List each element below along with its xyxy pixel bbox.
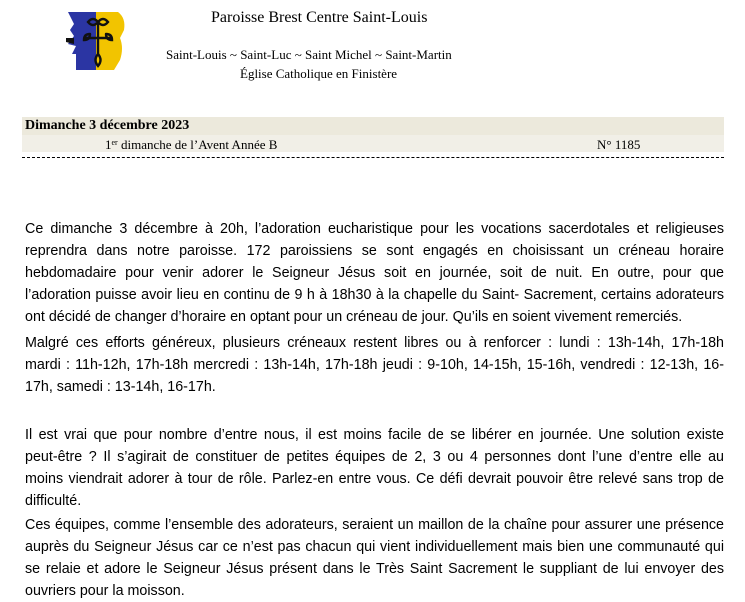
- text-line: Malgré ces efforts généreux, plusieurs créneaux restent libres ou à renforcer : lundi : 13h-14h, 17h-18h: [25, 335, 724, 351]
- text-line: reprendra dans notre paroisse. 172 paroissiens se sont engagés en choisissant un créneau horaire: [25, 243, 724, 259]
- paragraph-free-slots: [25, 332, 724, 398]
- text-line: hebdomadaire pour venir adorer le Seigneur Jésus soit en journée, soit de nuit. En outre, pour que: [25, 265, 724, 281]
- text-line: moins viendrait adorer à tour de rôle. Parlez-en entre vous. Ce défi devrait pouvoir être relevé sans trop de: [25, 471, 724, 487]
- text-line: 17h, samedi : 13-14h, 16-17h.: [25, 379, 216, 395]
- bulletin-date: Dimanche 3 décembre 2023: [25, 118, 190, 133]
- text-line: Il est vrai que pour nombre d’entre nous, il est moins facile de se libérer en journée. Une solution existe: [25, 427, 724, 443]
- sunday-ordinal: 1: [105, 137, 112, 152]
- text-line: Ces équipes, comme l’ensemble des adorateurs, seraient un maillon de la chaîne pour assurer une présence: [25, 517, 724, 533]
- text-line: auprès du Seigneur Jésus car ce n’est pas chacun qui vient individuellement mais bien une communauté qui: [25, 539, 724, 555]
- text-line: peut-être ? Il s’agirait de constituer de petites équipes de 2, 3 ou 4 personnes dont l’une d’entre elle au: [25, 449, 724, 465]
- text-line: se relaie et adore le Seigneur Jésus présent dans le Très Saint Sacrement le suppliant de lui envoyer des: [25, 561, 724, 577]
- text-line: difficulté.: [25, 493, 82, 509]
- issue-number: N° 1185: [597, 137, 641, 152]
- parish-logo-icon: [62, 8, 128, 74]
- liturgical-sunday: [105, 137, 277, 153]
- separator-rule: [22, 157, 724, 158]
- text-line: ouvriers pour la moisson.: [25, 583, 185, 599]
- text-line: l’adoration puisse avoir lieu en continu de 9 h à 18h30 à la chapelle du Saint- Sacrement, certains adorateurs: [25, 287, 724, 303]
- parishes-subtitle: Saint-Louis ~ Saint-Luc ~ Saint Michel ~ Saint-Martin: [166, 47, 452, 62]
- sunday-ordinal-suffix: er: [111, 138, 118, 147]
- church-subtitle: Église Catholique en Finistère: [240, 66, 398, 81]
- text-line: ont décidé de changer d’horaire en optant pour un créneau de jour. Qu’ils en soient vivement remerciés.: [25, 309, 683, 325]
- paragraph-teams-proposal: [25, 424, 724, 512]
- text-line: Ce dimanche 3 décembre à 20h, l’adoration eucharistique pour les vocations sacerdotales et religieuses: [25, 221, 724, 237]
- paragraph-adoration-intro: [25, 218, 724, 328]
- paragraph-community-chain: [25, 514, 724, 602]
- sunday-label: dimanche de l’Avent Année B: [117, 137, 278, 152]
- text-line: mardi : 11h-12h, 17h-18h mercredi : 13h-14h, 17h-18h jeudi : 9-10h, 14-15h, 15-16h, vendredi : 12-13h, 16-: [25, 357, 724, 373]
